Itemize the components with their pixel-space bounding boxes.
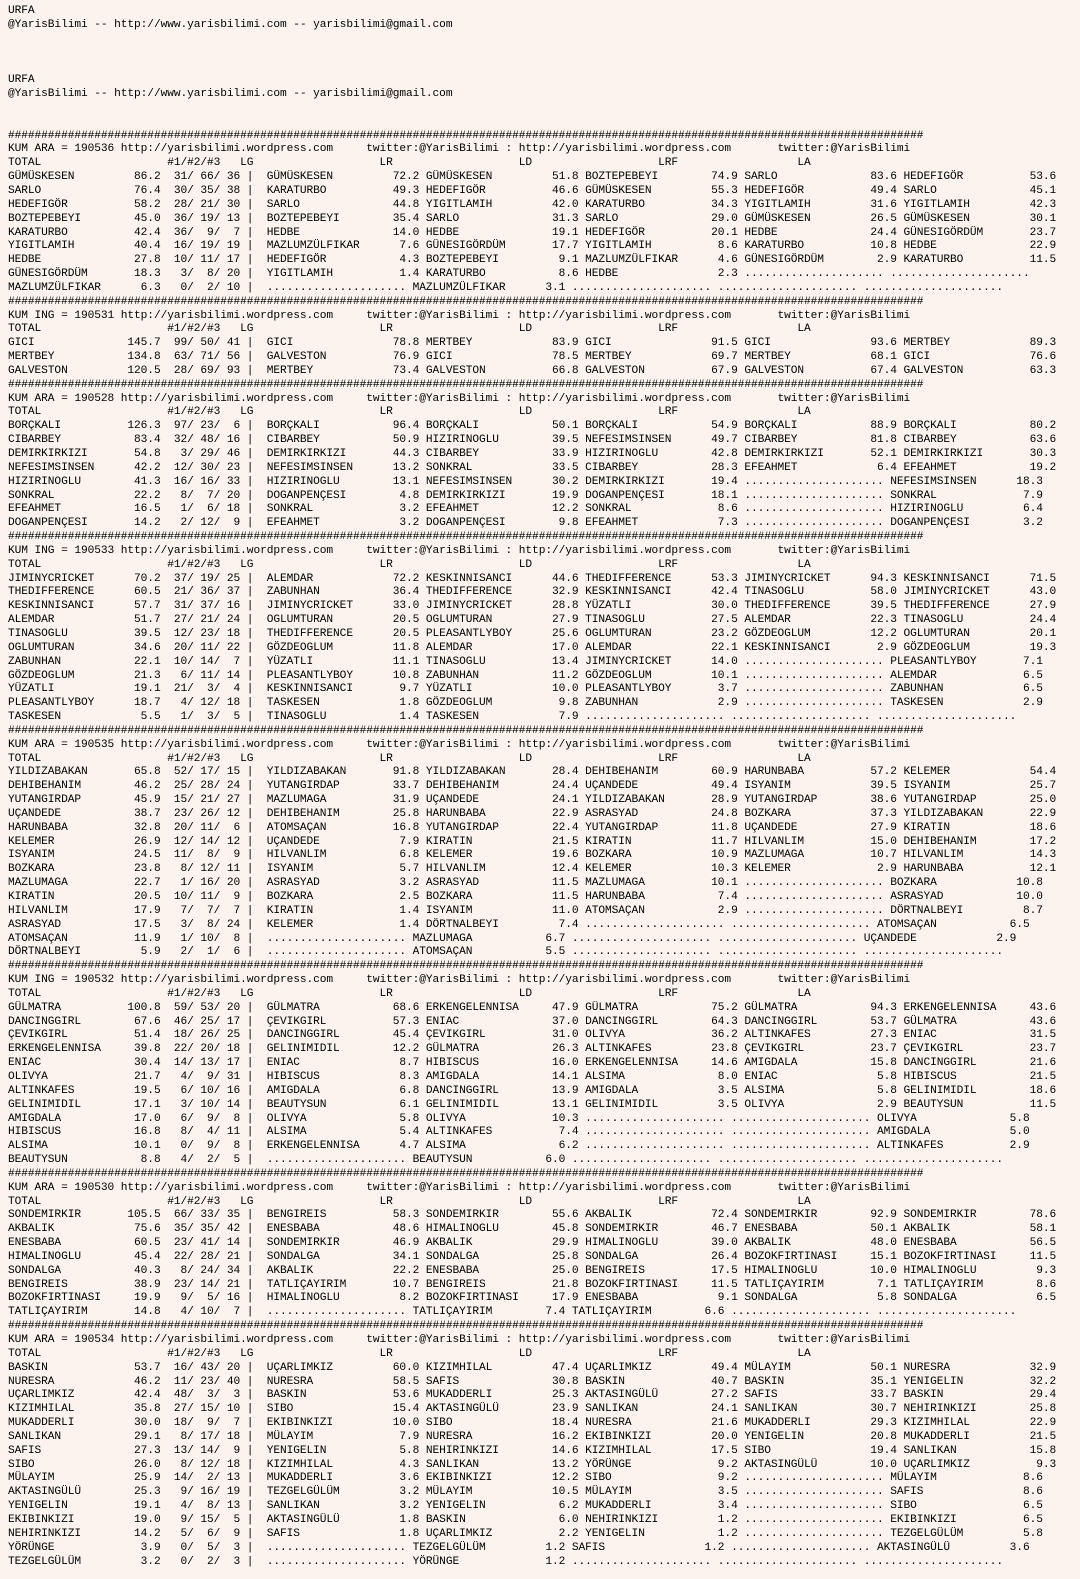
report-line: EKIBINKIZI 19.0 9/ 15/ 5 | AKTASINGÜLÜ 1.8 BASKIN 6.0 NEHIRINKIZI 1.2 ..................... EKIBINKIZI 6.5	[8, 1513, 1043, 1526]
report-line: KUM ARA = 190528 http://yarisbilimi.wordpress.com twitter:@YarisBilimi : http://yarisbilimi.wordpress.com twitter:@YarisBilimi	[8, 392, 911, 405]
report-line: BORÇKALI 126.3 97/ 23/ 6 | BORÇKALI 96.4 BORÇKALI 50.1 BORÇKALI 54.9 BORÇKALI 88.9 BORÇKALI 80.2	[8, 420, 1057, 433]
report-line: BASKIN 53.7 16/ 43/ 20 | UÇARLIMKIZ 60.0 KIZIMHILAL 47.4 UÇARLIMKIZ 49.4 MÜLAYIM 50.1 NURESRA 32.9	[8, 1361, 1057, 1374]
report-line: KUM ARA = 190534 http://yarisbilimi.wordpress.com twitter:@YarisBilimi : http://yarisbilimi.wordpress.com twitter:@YarisBilimi	[8, 1334, 911, 1346]
report-line: SONDEMIRKIR 105.5 66/ 33/ 35 | BENGIREIS 58.3 SONDEMIRKIR 55.6 AKBALIK 72.4 SONDEMIRKIR 92.9 SONDEMIRKIR 78.6	[8, 1209, 1057, 1222]
report-line: ##########################################################################################################################################	[8, 724, 924, 737]
report-line: YUTANGIRDAP 45.9 15/ 21/ 27 | MAZLUMAGA 31.9 UÇANDEDE 24.1 YILDIZABAKAN 28.9 YUTANGIRDAP 38.6 YUTANGIRDAP 25.0	[8, 794, 1057, 807]
report-line: YÖRÜNGE 3.9 0/ 5/ 3 | ..................... TEZGELGÜLÜM 1.2 SAFIS 1.2 ..................... AKTASINGÜLÜ 3.6	[8, 1541, 1030, 1554]
report-line: KUM ING = 190531 http://yarisbilimi.wordpress.com twitter:@YarisBilimi : http://yarisbilimi.wordpress.com twitter:@YarisBilimi	[8, 309, 911, 322]
report-line: ALEMDAR 51.7 27/ 21/ 24 | OGLUMTURAN 20.5 OGLUMTURAN 27.9 TINASOGLU 27.5 ALEMDAR 22.3 TINASOGLU 24.4	[8, 614, 1057, 627]
report-line: ##########################################################################################################################################	[8, 129, 924, 142]
report-line: OLIVYA 21.7 4/ 9/ 31 | HIBISCUS 8.3 AMIGDALA 14.1 ALSIMA 8.0 ENIAC 5.8 HIBISCUS 21.5	[8, 1070, 1057, 1083]
report-line: KIZIMHILAL 35.8 27/ 15/ 10 | SIBO 15.4 AKTASINGÜLÜ 23.9 SANLIKAN 24.1 SANLIKAN 30.7 NEHIRINKIZI 25.8	[8, 1403, 1057, 1416]
report-line: ZABUNHAN 22.1 10/ 14/ 7 | YÜZATLI 11.1 TINASOGLU 13.4 JIMINYCRICKET 14.0 ..................... PLEASANTLYBOY 7.1	[8, 655, 1043, 668]
report-line: BOZOKFIRTINASI 19.9 9/ 5/ 16 | HIMALINOGLU 8.2 BOZOKFIRTINASI 17.9 ENESBABA 9.1 SONDALGA 5.8 SONDALGA 6.5	[8, 1292, 1057, 1305]
report-line: MERTBEY 134.8 63/ 71/ 56 | GALVESTON 76.9 GICI 78.5 MERTBEY 69.7 MERTBEY 68.1 GICI 76.6	[8, 351, 1057, 364]
report-line: HILVANLIM 17.9 7/ 7/ 7 | KIRATIN 1.4 ISYANIM 11.0 ATOMSAÇAN 2.9 ..................... DÖRTNALBEYI 8.7	[8, 904, 1043, 917]
report-line: TOTAL #1/#2/#3 LG LR LD LRF LA	[8, 1195, 811, 1208]
report-line: TOTAL #1/#2/#3 LG LR LD LRF LA	[8, 1347, 811, 1360]
report-line: YIGITLAMIH 40.4 16/ 19/ 19 | MAZLUMZÜLFIKAR 7.6 GÜNESIGÖRDÜM 17.7 YIGITLAMIH 8.6 KARATURBO 10.8 HEDBE 22.9	[8, 240, 1057, 253]
report-line: SAFIS 27.3 13/ 14/ 9 | YENIGELIN 5.8 NEHIRINKIZI 14.6 KIZIMHILAL 17.5 SIBO 19.4 SANLIKAN 15.8	[8, 1444, 1057, 1457]
report-line: BOZKARA 23.8 8/ 12/ 11 | ISYANIM 5.7 HILVANLIM 12.4 KELEMER 10.3 KELEMER 2.9 HARUNBABA 12.1	[8, 863, 1057, 876]
report-line: THEDIFFERENCE 60.5 21/ 36/ 37 | ZABUNHAN 36.4 THEDIFFERENCE 32.9 KESKINNISANCI 42.4 TINASOGLU 58.0 JIMINYCRICKET 43.0	[8, 586, 1057, 599]
report-line: BOZTEPEBEYI 45.0 36/ 19/ 13 | BOZTEPEBEYI 35.4 SARLO 31.3 SARLO 29.0 GÜMÜSKESEN 26.5 GÜMÜSKESEN 30.1	[8, 212, 1057, 225]
report-line: DOGANPENÇESI 14.2 2/ 12/ 9 | EFEAHMET 3.2 DOGANPENÇESI 9.8 EFEAHMET 7.3 ..................... DOGANPENÇESI 3.2	[8, 517, 1043, 530]
report-line: SIBO 26.0 8/ 12/ 18 | KIZIMHILAL 4.3 SANLIKAN 13.2 YÖRÜNGE 9.2 AKTASINGÜLÜ 10.0 UÇARLIMKIZ 9.3	[8, 1458, 1057, 1471]
report-line: KUM ARA = 190535 http://yarisbilimi.wordpress.com twitter:@YarisBilimi : http://yarisbilimi.wordpress.com twitter:@YarisBilimi	[8, 738, 911, 751]
report-line: KARATURBO 42.4 36/ 9/ 7 | HEDBE 14.0 HEDBE 19.1 HEDEFIGÖR 20.1 HEDBE 24.4 GÜNESIGÖRDÜM 23.7	[8, 226, 1057, 239]
report-line: @YarisBilimi -- http://www.yarisbilimi.com -- yarisbilimi@gmail.com	[8, 88, 453, 101]
report-line: KUM ING = 190532 http://yarisbilimi.wordpress.com twitter:@YarisBilimi : http://yarisbilimi.wordpress.com twitter:@YarisBilimi	[8, 974, 911, 987]
report-line: YILDIZABAKAN 65.8 52/ 17/ 15 | YILDIZABAKAN 91.8 YILDIZABAKAN 28.4 DEHIBEHANIM 60.9 HARUNBABA 57.2 KELEMER 54.4	[8, 766, 1057, 779]
report-line: ÇEVIKGIRL 51.4 18/ 26/ 25 | DANCINGGIRL 45.4 ÇEVIKGIRL 31.0 OLIVYA 36.2 ALTINKAFES 27.3 ENIAC 31.5	[8, 1029, 1057, 1042]
report-line: TOTAL #1/#2/#3 LG LR LD LRF LA	[8, 752, 811, 765]
report-line: @YarisBilimi -- http://www.yarisbilimi.com -- yarisbilimi@gmail.com	[8, 18, 453, 31]
report-line: SARLO 76.4 30/ 35/ 38 | KARATURBO 49.3 HEDEFIGÖR 46.6 GÜMÜSKESEN 55.3 HEDEFIGÖR 49.4 SARLO 45.1	[8, 184, 1057, 197]
report-line: ALTINKAFES 19.5 6/ 10/ 16 | AMIGDALA 6.8 DANCINGGIRL 13.9 AMIGDALA 3.5 ALSIMA 5.8 GELINIMIDIL 18.6	[8, 1084, 1057, 1097]
report-line: AMIGDALA 17.0 6/ 9/ 8 | OLIVYA 5.8 OLIVYA 10.3 ..................... ..................... OLIVYA 5.8	[8, 1112, 1030, 1125]
report-line: YENIGELIN 19.1 4/ 8/ 13 | SANLIKAN 3.2 YENIGELIN 6.2 MUKADDERLI 3.4 ..................... SIBO 6.5	[8, 1500, 1043, 1513]
report-line: ##########################################################################################################################################	[8, 1167, 924, 1180]
report-line: ##########################################################################################################################################	[8, 378, 924, 391]
report-line: GELINIMIDIL 17.1 3/ 10/ 14 | BEAUTYSUN 6.1 GELINIMIDIL 13.1 GELINIMIDIL 3.5 OLIVYA 2.9 BEAUTYSUN 11.5	[8, 1098, 1057, 1111]
report-line: ENIAC 30.4 14/ 13/ 17 | ENIAC 8.7 HIBISCUS 16.0 ERKENGELENNISA 14.6 AMIGDALA 15.8 DANCINGGIRL 21.6	[8, 1057, 1057, 1070]
report-line: DÖRTNALBEYI 5.9 2/ 1/ 6 | ..................... ATOMSAÇAN 5.5 ..................... ..................... .....................	[8, 946, 1004, 959]
report-line: JIMINYCRICKET 70.2 37/ 19/ 25 | ALEMDAR 72.2 KESKINNISANCI 44.6 THEDIFFERENCE 53.3 JIMINYCRICKET 94.3 KESKINNISANCI 71.5	[8, 572, 1057, 585]
report-line: SONDALGA 40.3 8/ 24/ 34 | AKBALIK 22.2 ENESBABA 25.0 BENGIREIS 17.5 HIMALINOGLU 10.0 HIMALINOGLU 9.3	[8, 1264, 1057, 1277]
report-line: GÖZDEOGLUM 21.3 6/ 11/ 14 | PLEASANTLYBOY 10.8 ZABUNHAN 11.2 GÖZDEOGLUM 10.1 ..................... ALEMDAR 6.5	[8, 669, 1043, 682]
report-line: AKBALIK 75.6 35/ 35/ 42 | ENESBABA 48.6 HIMALINOGLU 45.8 SONDEMIRKIR 46.7 ENESBABA 50.1 AKBALIK 58.1	[8, 1223, 1057, 1236]
report-line: BEAUTYSUN 8.8 4/ 2/ 5 | ..................... BEAUTYSUN 6.0 ..................... ..................... .....................	[8, 1154, 1004, 1167]
report-line: GÜNESIGÖRDÜM 18.3 3/ 8/ 20 | YIGITLAMIH 1.4 KARATURBO 8.6 HEDBE 2.3 ..................... .....................	[8, 268, 1030, 281]
report-line: ##########################################################################################################################################	[8, 531, 924, 544]
report-line: MAZLUMZÜLFIKAR 6.3 0/ 2/ 10 | ..................... MAZLUMZÜLFIKAR 3.1 ..................... ..................... .....................	[8, 281, 1004, 294]
report-line: ISYANIM 24.5 11/ 8/ 9 | HILVANLIM 6.8 KELEMER 19.6 BOZKARA 10.9 MAZLUMAGA 10.7 HILVANLIM 14.3	[8, 849, 1057, 862]
report-line: UÇARLIMKIZ 42.4 48/ 3/ 3 | BASKIN 53.6 MUKADDERLI 25.3 AKTASINGÜLÜ 27.2 SAFIS 33.7 BASKIN 29.4	[8, 1389, 1057, 1402]
report-line: AKTASINGÜLÜ 25.3 9/ 16/ 19 | TEZGELGÜLÜM 3.2 MÜLAYIM 10.5 MÜLAYIM 3.5 ..................... SAFIS 8.6	[8, 1486, 1043, 1499]
report-line: EFEAHMET 16.5 1/ 6/ 18 | SONKRAL 3.2 EFEAHMET 12.2 SONKRAL 8.6 ..................... HIZIRINOGLU 6.4	[8, 503, 1043, 516]
report-line: ##########################################################################################################################################	[8, 1320, 924, 1333]
report-line: DEMIRKIRKIZI 54.8 3/ 29/ 46 | DEMIRKIRKIZI 44.3 CIBARBEY 33.9 HIZIRINOGLU 42.8 DEMIRKIRKIZI 52.1 DEMIRKIRKIZI 30.3	[8, 448, 1057, 460]
report-line: YÜZATLI 19.1 21/ 3/ 4 | KESKINNISANCI 9.7 YÜZATLI 10.0 PLEASANTLYBOY 3.7 ..................... ZABUNHAN 6.5	[8, 683, 1043, 696]
report-line: BENGIREIS 38.9 23/ 14/ 21 | TATLIÇAYIRIM 10.7 BENGIREIS 21.8 BOZOKFIRTINASI 11.5 TATLIÇAYIRIM 7.1 TATLIÇAYIRIM 8.6	[8, 1278, 1057, 1291]
report-line: GÜLMATRA 100.8 59/ 53/ 20 | GÜLMATRA 68.6 ERKENGELENNISA 47.9 GÜLMATRA 75.2 GÜLMATRA 94.3 ERKENGELENNISA 43.6	[8, 1001, 1057, 1014]
report-line: ENESBABA 60.5 23/ 41/ 14 | SONDEMIRKIR 46.9 AKBALIK 29.9 HIMALINOGLU 39.0 AKBALIK 48.0 ENESBABA 56.5	[8, 1237, 1057, 1250]
report-line: HIMALINOGLU 45.4 22/ 28/ 21 | SONDALGA 34.1 SONDALGA 25.8 SONDALGA 26.4 BOZOKFIRTINASI 15.1 BOZOKFIRTINASI 11.5	[8, 1250, 1057, 1263]
report-line: KUM ING = 190533 http://yarisbilimi.wordpress.com twitter:@YarisBilimi : http://yarisbilimi.wordpress.com twitter:@YarisBilimi	[8, 544, 911, 557]
report-line: SONKRAL 22.2 8/ 7/ 20 | DOGANPENÇESI 4.8 DEMIRKIRKIZI 19.9 DOGANPENÇESI 18.1 ..................... SONKRAL 7.9	[8, 489, 1043, 502]
report-line: TASKESEN 5.5 1/ 3/ 5 | TINASOGLU 1.4 TASKESEN 7.9 ..................... ..................... .....................	[8, 711, 1017, 724]
report-line: KUM ARA = 190536 http://yarisbilimi.wordpress.com twitter:@YarisBilimi : http://yarisbilimi.wordpress.com twitter:@YarisBilimi	[8, 143, 911, 156]
report-line: TEZGELGÜLÜM 3.2 0/ 2/ 3 | ..................... YÖRÜNGE 1.2 ..................... ..................... .....................	[8, 1555, 1004, 1568]
report-line: TINASOGLU 39.5 12/ 23/ 18 | THEDIFFERENCE 20.5 PLEASANTLYBOY 25.6 OGLUMTURAN 23.2 GÖZDEOGLUM 12.2 OGLUMTURAN 20.1	[8, 627, 1057, 640]
report-line: TOTAL #1/#2/#3 LG LR LD LRF LA	[8, 157, 811, 170]
report-line: ##########################################################################################################################################	[8, 295, 924, 308]
report-line: TOTAL #1/#2/#3 LG LR LD LRF LA	[8, 558, 811, 571]
report-line: HARUNBABA 32.8 20/ 11/ 6 | ATOMSAÇAN 16.8 YUTANGIRDAP 22.4 YUTANGIRDAP 11.8 UÇANDEDE 27.9 KIRATIN 18.6	[8, 821, 1057, 834]
report-line: HIZIRINOGLU 41.3 16/ 16/ 33 | HIZIRINOGLU 13.1 NEFESIMSINSEN 30.2 DEMIRKIRKIZI 19.4 ..................... NEFESIMSINSEN 18.3	[8, 475, 1043, 488]
report-line: UÇANDEDE 38.7 23/ 26/ 12 | DEHIBEHANIM 25.8 HARUNBABA 22.9 ASRASYAD 24.8 BOZKARA 37.3 YILDIZABAKAN 22.9	[8, 807, 1057, 820]
report-line: GICI 145.7 99/ 50/ 41 | GICI 78.8 MERTBEY 83.9 GICI 91.5 GICI 93.6 MERTBEY 89.3	[8, 337, 1057, 350]
report-line: OGLUMTURAN 34.6 20/ 11/ 22 | GÖZDEOGLUM 11.8 ALEMDAR 17.0 ALEMDAR 22.1 KESKINNISANCI 2.9 GÖZDEOGLUM 19.3	[8, 641, 1057, 654]
report-line: TATLIÇAYIRIM 14.8 4/ 10/ 7 | ..................... TATLIÇAYIRIM 7.4 TATLIÇAYIRIM 6.6 ..................... .....................	[8, 1306, 1017, 1319]
report-line: URFA	[8, 5, 35, 17]
report-line: MÜLAYIM 25.9 14/ 2/ 13 | MUKADDERLI 3.6 EKIBINKIZI 12.2 SIBO 9.2 ..................... MÜLAYIM 8.6	[8, 1472, 1043, 1485]
report-line: GALVESTON 120.5 28/ 69/ 93 | MERTBEY 73.4 GALVESTON 66.8 GALVESTON 67.9 GALVESTON 67.4 GALVESTON 63.3	[8, 364, 1057, 377]
report-line: KESKINNISANCI 57.7 31/ 37/ 16 | JIMINYCRICKET 33.0 JIMINYCRICKET 28.8 YÜZATLI 30.0 THEDIFFERENCE 39.5 THEDIFFERENCE 27.9	[8, 600, 1057, 613]
report-line: URFA	[8, 74, 35, 87]
report-line: CIBARBEY 83.4 32/ 48/ 16 | CIBARBEY 50.9 HIZIRINOGLU 39.5 NEFESIMSINSEN 49.7 CIBARBEY 81.8 CIBARBEY 63.6	[8, 434, 1057, 447]
report-line: KELEMER 26.9 12/ 14/ 12 | UÇANDEDE 7.9 KIRATIN 21.5 KIRATIN 11.7 HILVANLIM 15.0 DEHIBEHANIM 17.2	[8, 835, 1057, 848]
report-line: MUKADDERLI 30.0 18/ 9/ 7 | EKIBINKIZI 10.0 SIBO 18.4 NURESRA 21.6 MUKADDERLI 29.3 KIZIMHILAL 22.9	[8, 1417, 1057, 1430]
report-line: SANLIKAN 29.1 8/ 17/ 18 | MÜLAYIM 7.9 NURESRA 16.2 EKIBINKIZI 20.0 YENIGELIN 20.8 MUKADDERLI 21.5	[8, 1430, 1057, 1443]
report-line: PLEASANTLYBOY 18.7 4/ 12/ 18 | TASKESEN 1.8 GÖZDEOGLUM 9.8 ZABUNHAN 2.9 ..................... TASKESEN 2.9	[8, 697, 1043, 710]
report-line: KIRATIN 20.5 10/ 11/ 9 | BOZKARA 2.5 BOZKARA 11.5 HARUNBABA 7.4 ..................... ASRASYAD 10.0	[8, 891, 1043, 903]
report-line: GÜMÜSKESEN 86.2 31/ 66/ 36 | GÜMÜSKESEN 72.2 GÜMÜSKESEN 51.8 BOZTEPEBEYI 74.9 SARLO 83.6 HEDEFIGÖR 53.6	[8, 171, 1057, 184]
report-line: ##########################################################################################################################################	[8, 960, 924, 973]
report-line: MAZLUMAGA 22.7 1/ 16/ 20 | ASRASYAD 3.2 ASRASYAD 11.5 MAZLUMAGA 10.1 ..................... BOZKARA 10.8	[8, 877, 1043, 890]
report-line: NEFESIMSINSEN 42.2 12/ 30/ 23 | NEFESIMSINSEN 13.2 SONKRAL 33.5 CIBARBEY 28.3 EFEAHMET 6.4 EFEAHMET 19.2	[8, 461, 1057, 474]
report-line: HEDBE 27.8 10/ 11/ 17 | HEDEFIGÖR 4.3 BOZTEPEBEYI 9.1 MAZLUMZÜLFIKAR 4.6 GÜNESIGÖRDÜM 2.9 KARATURBO 11.5	[8, 254, 1057, 267]
report-line: DANCINGGIRL 67.6 46/ 25/ 17 | ÇEVIKGIRL 57.3 ENIAC 37.0 DANCINGGIRL 64.3 DANCINGGIRL 53.7 GÜLMATRA 43.6	[8, 1015, 1057, 1028]
report-line: HEDEFIGÖR 58.2 28/ 21/ 30 | SARLO 44.8 YIGITLAMIH 42.0 KARATURBO 34.3 YIGITLAMIH 31.6 YIGITLAMIH 42.3	[8, 198, 1057, 211]
report-line: HIBISCUS 16.8 8/ 4/ 11 | ALSIMA 5.4 ALTINKAFES 7.4 ..................... ..................... AMIGDALA 5.0	[8, 1126, 1030, 1139]
report-line: NEHIRINKIZI 14.2 5/ 6/ 9 | SAFIS 1.8 UÇARLIMKIZ 2.2 YENIGELIN 1.2 ..................... TEZGELGÜLÜM 5.8	[8, 1527, 1043, 1540]
report-line: TOTAL #1/#2/#3 LG LR LD LRF LA	[8, 987, 811, 1000]
report-line: ASRASYAD 17.5 3/ 8/ 24 | KELEMER 1.4 DÖRTNALBEYI 7.4 ..................... ..................... ATOMSAÇAN 6.5	[8, 918, 1030, 931]
report-line: TOTAL #1/#2/#3 LG LR LD LRF LA	[8, 406, 811, 419]
report-line: DEHIBEHANIM 46.2 25/ 28/ 24 | YUTANGIRDAP 33.7 DEHIBEHANIM 24.4 UÇANDEDE 49.4 ISYANIM 39.5 ISYANIM 25.7	[8, 780, 1057, 793]
report-line: NURESRA 46.2 11/ 23/ 40 | NURESRA 58.5 SAFIS 30.8 BASKIN 40.7 BASKIN 35.1 YENIGELIN 32.2	[8, 1375, 1057, 1388]
report-line: ALSIMA 10.1 0/ 9/ 8 | ERKENGELENNISA 4.7 ALSIMA 6.2 ..................... ..................... ALTINKAFES 2.9	[8, 1140, 1030, 1153]
report-line: ATOMSAÇAN 11.9 1/ 10/ 8 | ..................... MAZLUMAGA 6.7 ..................... ..................... UÇANDEDE 2.9	[8, 932, 1017, 945]
report-line: TOTAL #1/#2/#3 LG LR LD LRF LA	[8, 323, 811, 336]
report-line: ERKENGELENNISA 39.8 22/ 20/ 18 | GELINIMIDIL 12.2 GÜLMATRA 26.3 ALTINKAFES 23.8 ÇEVIKGIRL 23.7 ÇEVIKGIRL 23.7	[8, 1043, 1057, 1056]
report-line: KUM ARA = 190530 http://yarisbilimi.wordpress.com twitter:@YarisBilimi : http://yarisbilimi.wordpress.com twitter:@YarisBilimi	[8, 1181, 911, 1194]
